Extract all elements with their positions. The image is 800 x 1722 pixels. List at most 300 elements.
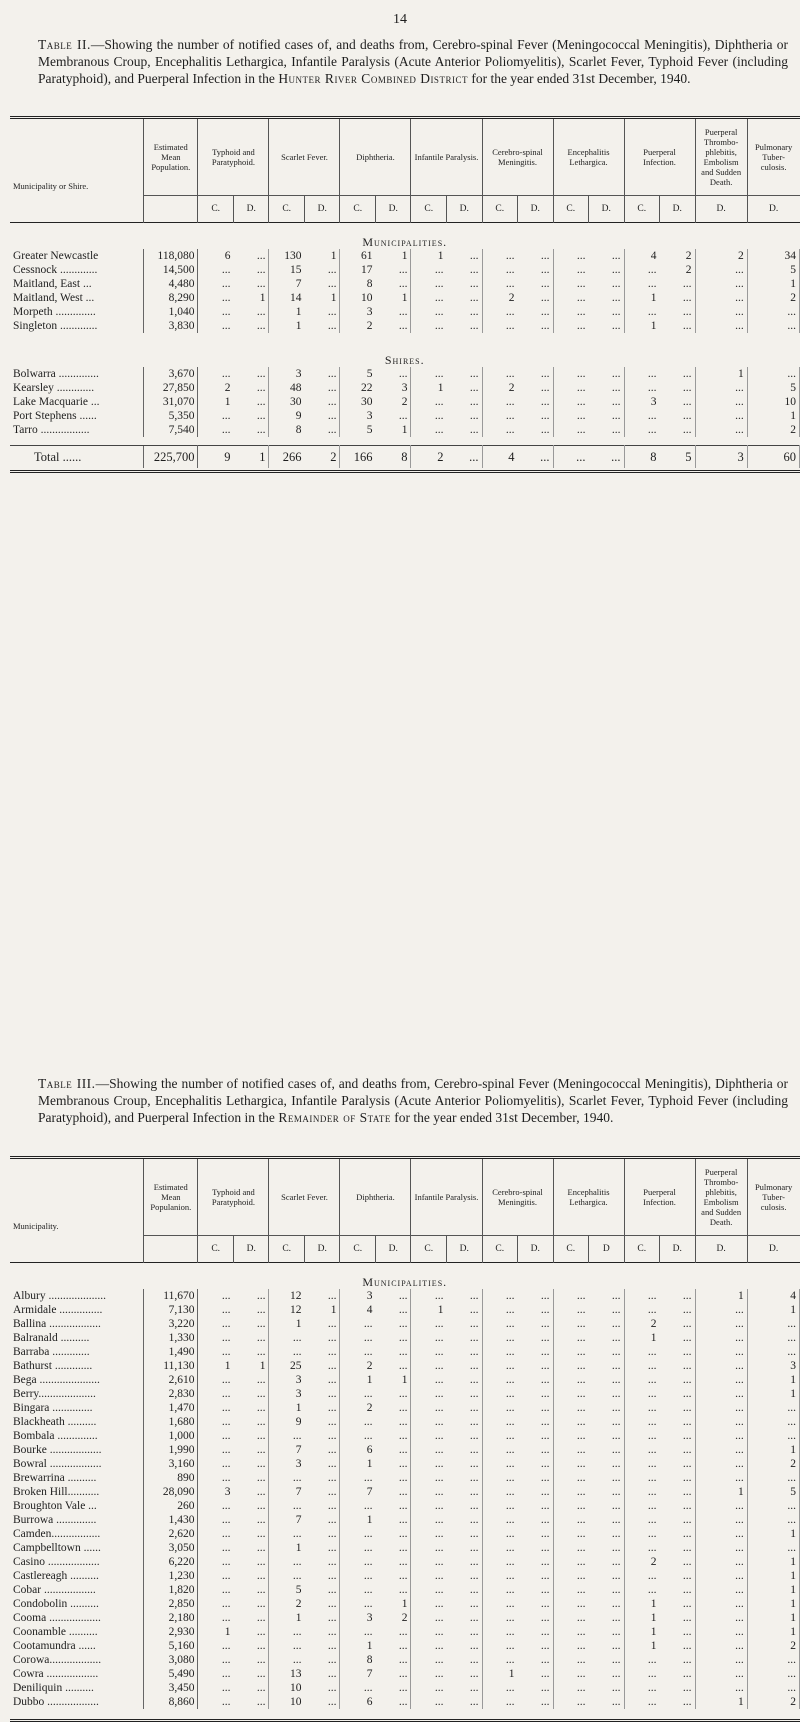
table-cell: ... [660,1401,696,1415]
table-cell: ... [576,1303,586,1316]
table-cell: ... [589,1345,625,1359]
table-cell: 1 [747,1555,799,1569]
table-cell: ... [518,1653,554,1667]
table-cell: 10 [289,1681,302,1694]
table-cell: ... [589,1611,625,1625]
table-cell: ... [576,1569,586,1582]
section-header-row [10,222,800,249]
table-cell: ... [505,1499,515,1512]
table-cell: ... [221,1597,231,1610]
table-cell: ... [434,1415,444,1428]
table-cell: ... [660,1471,696,1485]
table-cell: ... [647,1359,657,1372]
table-cell: ... [304,1429,340,1443]
table-cell: ... [434,1611,444,1624]
table-cell: 10 [360,291,373,304]
table-row [10,263,800,277]
table-cell: 4 [747,1289,799,1303]
table-cell: ... [221,1471,231,1484]
table-cell: ... [304,1317,340,1331]
row-population: 3,670 [144,367,198,381]
table-cell: ... [233,1555,269,1569]
table-cell: ... [505,1513,515,1526]
table-cell: ... [747,1401,799,1415]
table-cell: ... [518,1373,554,1387]
table-row [10,395,800,409]
table-cell: ... [375,1303,411,1317]
table-cell: 3 [366,1289,373,1302]
row-name: Bourke .................. [13,1443,102,1456]
table-row [10,1345,800,1359]
table-cell: ... [304,1653,340,1667]
row-population: 3,220 [144,1317,198,1331]
table-cell: 1 [304,1303,340,1317]
table-cell: ... [434,1429,444,1442]
col-scarlet: Scarlet Fever. [269,1158,340,1236]
table-cell: ... [576,1345,586,1358]
table-cell: ... [695,1429,747,1443]
table-cell: ... [647,305,657,318]
table-cell: ... [304,263,340,277]
table-cell: ... [363,1555,373,1568]
table-cell: ... [647,1415,657,1428]
table-cell: ... [589,305,625,319]
table-cell: ... [647,1485,657,1498]
sub-header: D. [375,1235,411,1262]
table-cell: ... [647,1667,657,1680]
table-cell: ... [375,1541,411,1555]
table-cell: 1 [304,249,340,263]
table-row [10,1471,800,1485]
table-cell: 2 [660,263,696,277]
table-cell: ... [304,395,340,409]
table-cell: ... [695,1639,747,1653]
table-cell: ... [375,1527,411,1541]
table-cell: ... [375,1667,411,1681]
table-cell: ... [518,1345,554,1359]
table-cell: 1 [747,1569,799,1583]
table-cell: ... [304,1555,340,1569]
table-cell: ... [363,1569,373,1582]
col-typhoid: Typhoid and Paratyphoid. [198,1158,269,1236]
table-cell: 48 [289,381,302,394]
table-cell: 2 [695,249,747,263]
table-cell: ... [576,1513,586,1526]
table-cell: ... [434,1653,444,1666]
table-cell: ... [576,423,586,436]
table-cell: ... [446,1471,482,1485]
table-cell: 3 [366,1611,373,1624]
table-cell: 2 [747,1695,799,1709]
table-cell: ... [304,1387,340,1401]
table-cell: ... [518,249,554,263]
table-cell: 1 [695,1695,747,1709]
table-cell: ... [518,1681,554,1695]
table-cell: ... [518,1611,554,1625]
table-cell: ... [304,381,340,395]
table-cell: ... [505,1331,515,1344]
table-cell: 2 [508,291,515,304]
table-cell: ... [233,249,269,263]
table-cell: ... [589,367,625,381]
col-puerperal: Puerperal Infection. [624,118,695,196]
table-cell: ... [747,1345,799,1359]
sub-header: C. [482,195,518,222]
table-cell: ... [304,1541,340,1555]
table-cell: ... [304,1443,340,1457]
sub-header: C. [624,195,660,222]
row-population: 1,820 [144,1583,198,1597]
table-cell: ... [589,1499,625,1513]
table-cell: 1 [366,1457,373,1470]
col-tuberculosis: Pulmonary Tuber-culosis. [754,141,793,172]
table-cell: ... [505,1569,515,1582]
table-cell: ... [505,1653,515,1666]
table-cell: ... [589,1639,625,1653]
table-row [10,381,800,395]
table-cell: ... [576,367,586,380]
table-cell: ... [375,1345,411,1359]
table-cell: ... [660,1359,696,1373]
table-cell: ... [505,1303,515,1316]
col-population: Estimated Mean Populanion. [144,1158,198,1236]
table-cell: 3 [747,1359,799,1373]
table-cell: ... [518,1555,554,1569]
row-name: Maitland, East ... [13,277,92,290]
table-cell: 2 [366,319,373,332]
table-cell: ... [505,1555,515,1568]
table-cell: ... [434,367,444,380]
table-cell: ... [304,1499,340,1513]
row-name: Camden................. [13,1527,101,1540]
table-cell: 5 [366,423,373,436]
table-cell: ... [292,1471,302,1484]
table-cell: ... [518,1457,554,1471]
table-cell: ... [233,1583,269,1597]
table-cell: ... [446,1611,482,1625]
section-title: Municipalities. [362,234,448,249]
table-cell: ... [647,1541,657,1554]
sub-header: C. [340,195,376,222]
table-row [10,1555,800,1569]
row-name: Albury .................... [13,1289,106,1302]
table-cell: ... [747,1541,799,1555]
table-cell: ... [576,1387,586,1400]
table-cell: ... [505,1457,515,1470]
table-cell: ... [221,1415,231,1428]
table-cell: ... [221,263,231,276]
sub-header-row [10,1235,800,1262]
table-cell: ... [375,1499,411,1513]
table-cell: ... [660,1331,696,1345]
table-cell: ... [446,1387,482,1401]
table-cell: 1 [650,319,657,332]
sub-header: D. [518,195,554,222]
row-population: 4,480 [144,277,198,291]
table-cell: ... [434,1513,444,1526]
table-cell: ... [647,1499,657,1512]
table-cell: 2 [650,1555,657,1568]
table-cell: ... [221,1499,231,1512]
table-cell: 1 [366,1639,373,1652]
table-cell: 2 [366,1359,373,1372]
table-cell: ... [660,423,696,437]
table-cell: ... [589,1415,625,1429]
table-cell: ... [589,1597,625,1611]
table-cell: ... [304,1527,340,1541]
total-row [10,445,800,468]
table-cell: 1 [224,395,231,408]
table-cell: 3 [295,1457,302,1470]
table-cell: ... [505,1443,515,1456]
table-cell: ... [233,1457,269,1471]
table-cell: ... [363,1471,373,1484]
table-cell: ... [446,1695,482,1709]
row-name: Dubbo .................. [13,1695,99,1708]
row-name: Armidale ............... [13,1303,103,1316]
table-cell: ... [695,1401,747,1415]
table-cell: 1 [295,319,302,332]
total-cell: ... [553,445,589,468]
table-cell: 34 [747,249,799,263]
table-cell: ... [233,1331,269,1345]
table-cell: ... [304,367,340,381]
table-cell: 14 [289,291,302,304]
table-cell: ... [221,1303,231,1316]
table-cell: ... [695,1457,747,1471]
table-cell: ... [576,1457,586,1470]
table-row [10,1387,800,1401]
table3-caption-end: for the year ended 31st December, 1940. [390,1110,614,1125]
table-cell: ... [695,1443,747,1457]
row-name: Tarro ................. [13,423,90,436]
table-row [10,409,800,423]
table-cell: ... [589,1331,625,1345]
table-cell: ... [292,1569,302,1582]
table-cell: ... [589,1541,625,1555]
table-cell: 7 [295,1513,302,1526]
table-cell: ... [518,291,554,305]
table-cell: ... [695,1513,747,1527]
table-cell: ... [695,1541,747,1555]
table-cell: 1 [650,291,657,304]
table-row [10,305,800,319]
table-cell: ... [233,1345,269,1359]
table-cell: ... [576,1695,586,1708]
section-title: Shires. [384,352,425,367]
table-cell: 7 [295,277,302,290]
sub-header: D. [446,195,482,222]
table-cell: 12 [289,1289,302,1302]
col-scarlet: Scarlet Fever. [269,118,340,196]
table-cell: ... [375,277,411,291]
table-cell: ... [518,1443,554,1457]
table-cell: ... [375,1415,411,1429]
table-cell: ... [747,1499,799,1513]
table-cell: ... [221,1611,231,1624]
table-cell: 2 [747,1457,799,1471]
table-cell: ... [695,409,747,423]
sub-header-row [10,195,800,222]
table-cell: ... [304,409,340,423]
table-cell: ... [221,1513,231,1526]
table-cell: ... [363,1429,373,1442]
row-population: 1,490 [144,1345,198,1359]
table-cell: ... [233,1681,269,1695]
table-cell: ... [695,319,747,333]
table-cell: ... [233,1513,269,1527]
table-cell: ... [233,1667,269,1681]
table-cell: 13 [289,1667,302,1680]
table3-caption-text: —Showing the number of notified cases of, and deaths from, Cerebro-spinal Fever (Meningococcal Meningitis), Diphtheria or Membranous Croup, Encephalitis Lethargica, Infantile Paralysis (Acute Anterior Poliomyelitis), Scarlet Fever, Typhoid Fever (including Paratyphoid), and Puerperal Infection in the [38,1076,788,1125]
table-cell: ... [363,1317,373,1330]
row-name: Brewarrina .......... [13,1471,97,1484]
section-title: Municipalities. [362,1274,448,1289]
table-cell: ... [660,1695,696,1709]
table-cell: 1 [747,1583,799,1597]
row-population: 27,850 [144,381,198,395]
table-cell: ... [589,1443,625,1457]
table-cell: ... [304,277,340,291]
table-cell: ... [221,1541,231,1554]
row-name: Condobolin .......... [13,1597,99,1610]
table-cell: ... [660,1317,696,1331]
table-cell: ... [375,319,411,333]
table-cell: ... [446,277,482,291]
sub-header: C. [340,1235,376,1262]
table-cell: ... [518,263,554,277]
table-cell: ... [233,305,269,319]
table-cell: ... [576,1555,586,1568]
table-cell: ... [505,1471,515,1484]
table-cell: ... [446,1541,482,1555]
table-cell: ... [233,319,269,333]
table-cell: ... [363,1345,373,1358]
table-cell: ... [660,1373,696,1387]
table-cell: ... [647,1569,657,1582]
table-cell: ... [233,1695,269,1709]
table-cell: ... [434,1401,444,1414]
row-population: 11,670 [144,1289,198,1303]
table-row [10,1541,800,1555]
table-cell: ... [221,1373,231,1386]
table-cell: ... [695,1625,747,1639]
table-cell: ... [292,1527,302,1540]
table-cell: ... [695,1415,747,1429]
table-cell: ... [505,1611,515,1624]
table-cell: ... [589,1387,625,1401]
table-cell: ... [589,291,625,305]
row-population: 2,180 [144,1611,198,1625]
table-cell: ... [446,1569,482,1583]
table-cell: ... [233,423,269,437]
table-cell: ... [589,277,625,291]
table-cell: ... [446,1457,482,1471]
table-cell: ... [589,263,625,277]
table-cell: ... [660,409,696,423]
table-cell: ... [221,1695,231,1708]
table-cell: ... [505,1681,515,1694]
table-cell: ... [434,409,444,422]
sub-header: D. [660,195,696,222]
table-cell: ... [363,1625,373,1638]
row-population: 3,160 [144,1457,198,1471]
sub-header: D. [695,1235,747,1262]
table-cell: ... [434,1387,444,1400]
table-cell: ... [695,1653,747,1667]
table-cell: ... [233,1527,269,1541]
table-cell: ... [695,1373,747,1387]
table-cell: ... [660,1555,696,1569]
table-cell: ... [505,1583,515,1596]
table-cell: ... [233,263,269,277]
table-cell: ... [446,1513,482,1527]
table-cell: ... [221,1569,231,1582]
table-cell: ... [518,1471,554,1485]
sub-header: D. [304,1235,340,1262]
table-cell: ... [589,381,625,395]
table-cell: ... [660,1485,696,1499]
table-cell: ... [576,1667,586,1680]
row-name: Broken Hill........... [13,1485,100,1498]
table-cell: ... [446,1289,482,1303]
table-cell: ... [576,249,586,262]
sub-header: D [589,1235,625,1262]
row-name: Blackheath .......... [13,1415,97,1428]
table-cell: ... [375,1653,411,1667]
row-population: 6,220 [144,1555,198,1569]
row-population: 3,050 [144,1541,198,1555]
table-cell: 1 [695,1485,747,1499]
row-name: Barraba ............. [13,1345,90,1358]
table-cell: ... [695,263,747,277]
table-cell: 1 [747,1387,799,1401]
table-cell: 1 [747,1303,799,1317]
table-cell: ... [446,1443,482,1457]
table-cell: ... [292,1653,302,1666]
table-cell: 1 [295,1401,302,1414]
table-cell: ... [576,1527,586,1540]
total-cell: 60 [747,445,799,468]
table-cell: ... [505,423,515,436]
table-cell: 1 [295,1611,302,1624]
table-cell: 10 [747,395,799,409]
table-cell: ... [660,1653,696,1667]
table-cell: 1 [375,291,411,305]
table-cell: ... [647,1401,657,1414]
sub-header: D. [304,195,340,222]
table-cell: ... [695,1681,747,1695]
table-row [10,423,800,437]
section-header-row [10,341,800,367]
sub-header: C. [269,1235,305,1262]
table-cell: ... [375,263,411,277]
total-label: Total ...... [10,445,144,468]
table-cell: ... [747,305,799,319]
table-cell: ... [233,381,269,395]
table-cell: 3 [366,305,373,318]
table-cell: ... [446,423,482,437]
table-cell: ... [660,1667,696,1681]
table-cell: ... [233,1429,269,1443]
row-population: 8,860 [144,1695,198,1709]
table2-caption [38,36,788,87]
table-cell: ... [446,1681,482,1695]
row-population: 2,930 [144,1625,198,1639]
table-cell: ... [304,1597,340,1611]
table-cell: 1 [747,1625,799,1639]
table-cell: ... [647,381,657,394]
